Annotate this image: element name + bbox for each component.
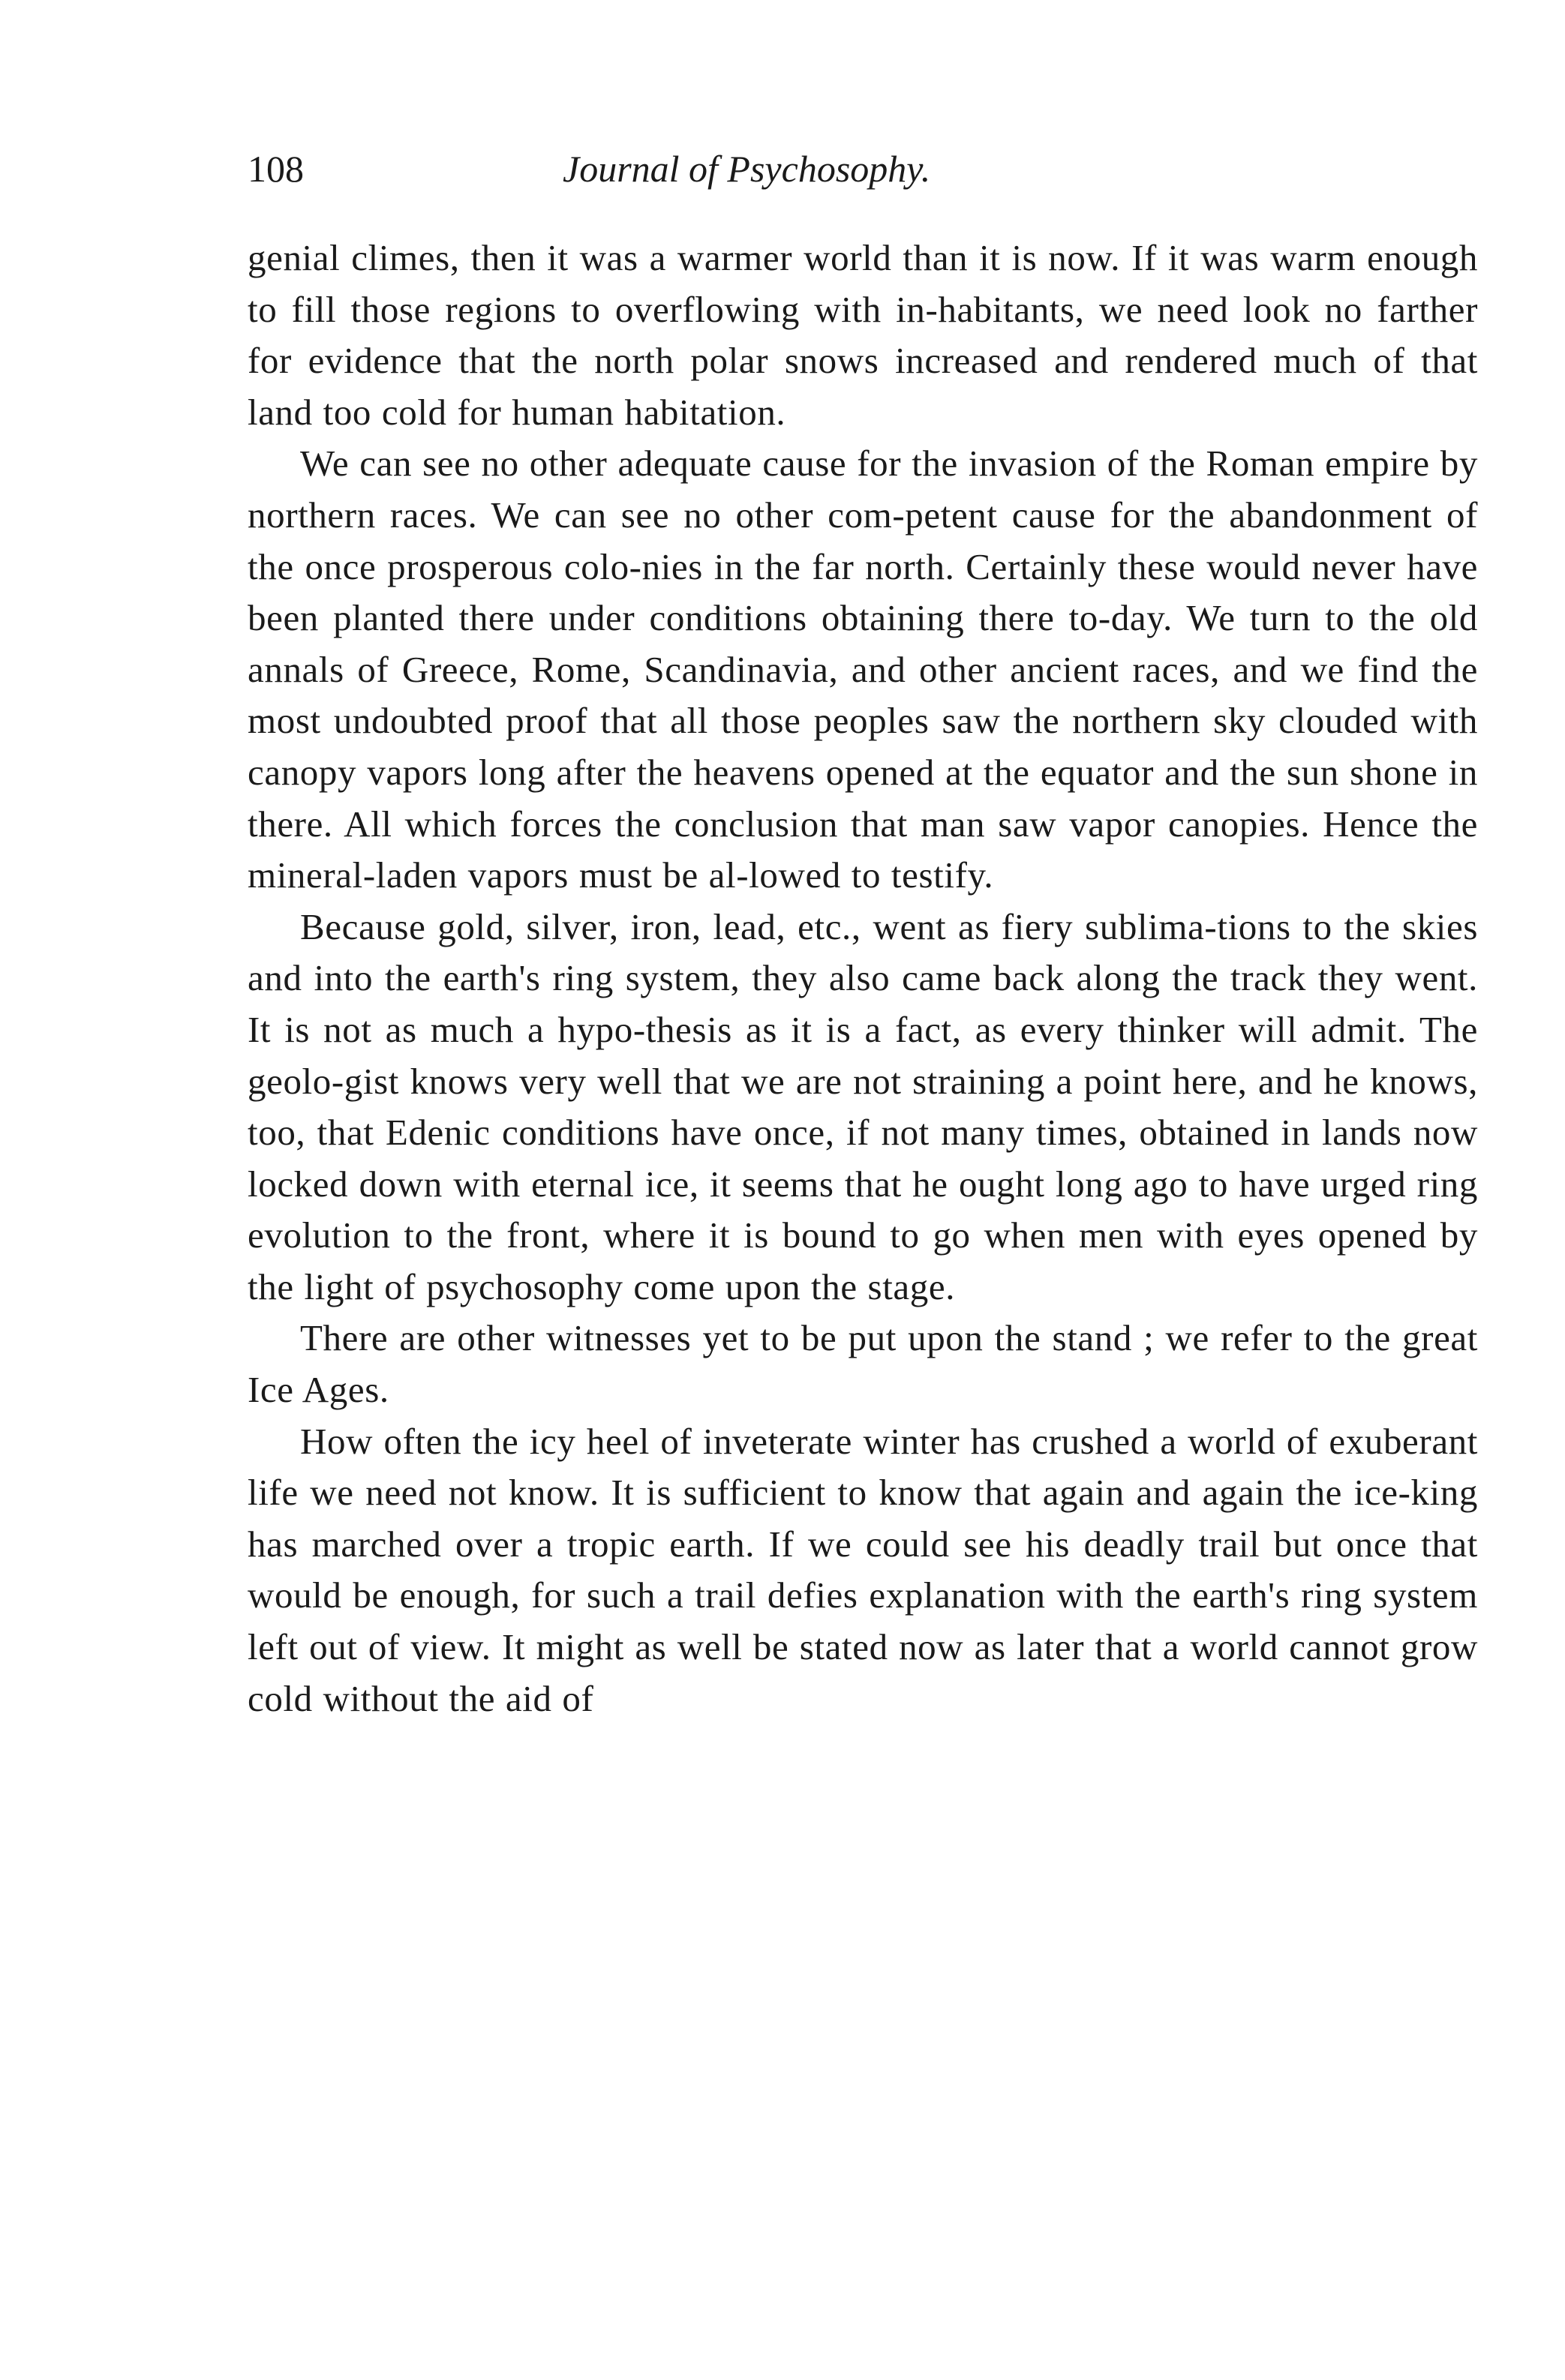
journal-title: Journal of Psychosophy. (563, 148, 931, 190)
paragraph-metals-sublimation: Because gold, silver, iron, lead, etc., went as fiery sublima-tions to the skies and into the earth's ring system, they also came back along the track they went. It is not as much a hypo-thesis as it is a fact, as every thinker will admit. The geolo-gist knows very well that we are not straining a point here, and he knows, too, that Edenic conditions have once, if not many times, obtained in lands now locked down with eternal ice, it seems that he ought long ago to have urged ring evolution to the front, where it is bound to go when men with eyes opened by the light of psychosophy come upon the stage. (248, 905, 1478, 1307)
body-text (248, 233, 1478, 1724)
running-head (248, 143, 1478, 195)
paragraph-invasion-of-rome: We can see no other adequate cause for the invasion of the Roman empire by northern races. We can see no other com-petent cause for the abandonment of the once prosperous colo-nies in the far north. Certainly these would never have been planted there under conditions obtaining there to-day. We turn to the old annals of Greece, Rome, Scandinavia, and other ancient races, and we find the most undoubted proof that all those peoples saw the northern sky clouded with canopy vapors long after the heavens opened at the equator and the sun shone in there. All which forces the conclusion that man saw vapor canopies. Hence the mineral-laden vapors must be al-lowed to testify. (248, 443, 1478, 896)
page-number: 108 (248, 148, 304, 190)
book-page (248, 143, 1478, 2363)
paragraph-other-witnesses: There are other witnesses yet to be put upon the stand ; we refer to the great Ice Ages. (248, 1317, 1478, 1411)
paragraph-ice-ages: How often the icy heel of inveterate winter has crushed a world of exuberant life we need not know. It is sufficient to know that again and again the ice-king has marched over a tropic earth. If we could see his deadly trail but once that would be enough, for such a trail defies explanation with the earth's ring system left out of view. It might as well be stated now as later that a world cannot grow cold without the aid of (248, 1420, 1478, 1719)
paragraph-continued: genial climes, then it was a warmer world than it is now. If it was warm enough to fill those regions to overflowing with in-habitants, we need look no farther for evidence that the north polar snows increased and rendered much of that land too cold for human habitation. (248, 237, 1478, 433)
